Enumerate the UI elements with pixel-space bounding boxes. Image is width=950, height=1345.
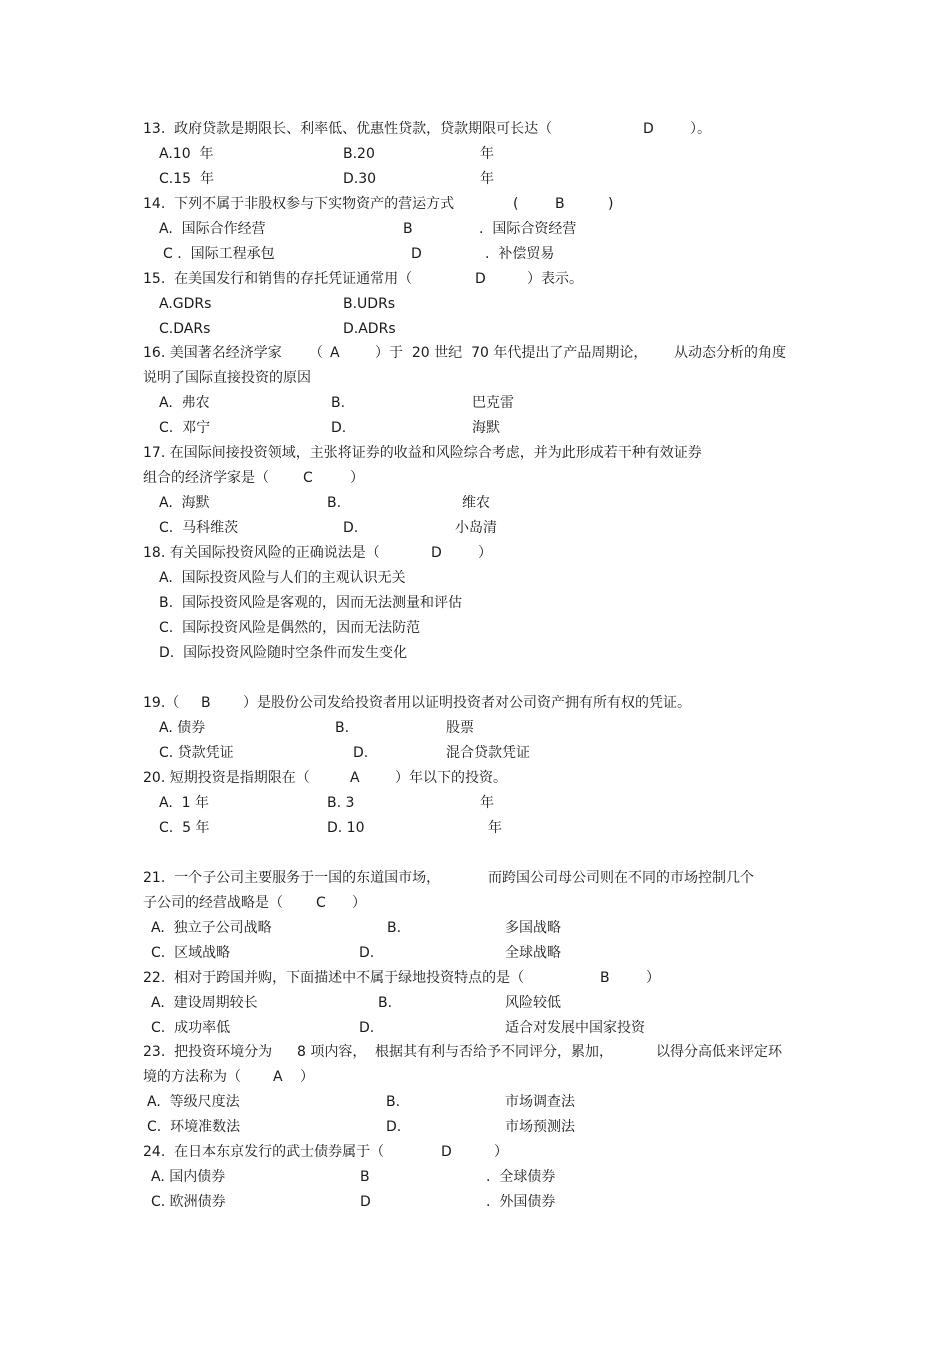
q19-end: ）是股份公司发给投资者用以证明投资者对公司资产拥有所有权的凭证。 [243,695,691,711]
q13-option-d-tail: 年 [480,171,494,187]
q19-answer: B [201,695,211,711]
q16-stem-2: 说明了国际直接投资的原因 [143,370,311,386]
q23-stem: 23. 把投资环境分为 [143,1044,273,1060]
q14-option-b: B [403,221,413,237]
q21-option-b: B. [387,920,402,936]
q14-close: ) [608,196,614,212]
q17-option-d-tail: 小岛清 [455,520,497,536]
q21-end: ） [352,895,366,911]
q18-option-d: D. 国际投资风险随时空条件而发生变化 [159,645,408,661]
q20-option-d: D. 10 [327,820,365,836]
q22-option-b-tail: 风险较低 [505,995,561,1011]
q16-option-d-tail: 海默 [472,420,500,436]
q24-option-b: B [360,1169,370,1185]
q20-option-a: A. 1 年 [159,795,210,811]
q19-open: 19.（ [143,695,180,711]
q23-end: ） [300,1069,314,1085]
q17-end: ） [350,470,364,486]
q23-answer: A [273,1069,283,1085]
q23-mid: 8 项内容， [297,1044,367,1060]
q20-option-c: C. 5 年 [159,820,210,836]
q19-option-d-tail: 混合贷款凭证 [446,745,530,761]
q14-stem: 14. 下列不属于非股权参与下实物资产的营运方式 [143,196,455,212]
q20-option-b-tail: 年 [480,795,494,811]
q17-stem: 17. 在国际间接投资领域，主张将证券的收益和风险综合考虑，并为此形成若干种有效证券 [143,445,702,461]
q17-option-d: D. [343,520,359,536]
q23-option-d-tail: 市场预测法 [505,1119,575,1135]
q22-stem: 22. 相对于跨国并购，下面描述中不属于绿地投资特点的是（ [143,970,525,986]
q23-option-b: B. [386,1094,401,1110]
q18-option-a: A. 国际投资风险与人们的主观认识无关 [159,570,406,586]
q19-option-d: D. [353,745,369,761]
q14-option-d-tail: . 补偿贸易 [485,246,555,262]
q17-answer: C [303,470,313,486]
q23-option-a: A. 等级尺度法 [147,1094,240,1110]
q16-option-a: A. 弗农 [159,395,210,411]
q21-option-c: C. 区域战略 [151,945,231,961]
q18-option-c: C. 国际投资风险是偶然的，因而无法防范 [159,620,421,636]
q14-open: ( [513,196,519,212]
q16-tail: 从动态分析的角度 [674,345,786,361]
q22-end: ） [646,970,660,986]
q17-stem-2: 组合的经济学家是（ [143,470,269,486]
q13-option-a: A.10 年 [159,146,214,162]
q13-answer: D [643,121,654,137]
q16-answer: A [330,345,340,361]
q22-option-a: A. 建设周期较长 [151,995,258,1011]
q14-option-c: C . 国际工程承包 [163,246,275,262]
q16-option-b-tail: 巴克雷 [472,395,514,411]
q20-end: ）年以下的投资。 [395,770,507,786]
q16-mid: ）于 20 世纪 70 年代提出了产品周期论， [375,345,648,361]
q21-stem: 21. 一个子公司主要服务于一国的东道国市场， [143,870,441,886]
q19-option-a: A. 债券 [159,720,206,736]
q22-answer: B [600,970,610,986]
q15-option-a: A.GDRs [159,296,212,312]
q18-end: ） [478,545,492,561]
q24-option-d: D [360,1194,371,1210]
q13-stem: 13. 政府贷款是期限长、利率低、优惠性贷款，贷款期限可长达（ [143,121,553,137]
q14-option-a: A. 国际合作经营 [159,221,266,237]
q21-option-b-tail: 多国战略 [505,920,561,936]
q19-option-b-tail: 股票 [446,720,474,736]
q24-option-c: C. 欧洲债券 [151,1194,226,1210]
q21-option-a: A. 独立子公司战略 [151,920,272,936]
q17-option-c: C. 马科维茨 [159,520,239,536]
q20-stem: 20. 短期投资是指期限在（ [143,770,310,786]
q21-answer: C [316,895,326,911]
q13-option-b: B.20 [343,146,375,162]
q23-option-b-tail: 市场调查法 [505,1094,575,1110]
q24-option-a: A. 国内债券 [151,1169,226,1185]
q19-option-c: C. 贷款凭证 [159,745,234,761]
q20-option-b: B. 3 [327,795,355,811]
q16-option-d: D. [331,420,347,436]
q15-end: ）表示。 [527,271,583,287]
q23-mid-2: 根据其有利与否给予不同评分，累加， [375,1044,613,1060]
q15-option-b: B.UDRs [343,296,396,312]
q13-option-d: D.30 [343,171,377,187]
q21-tail: 而跨国公司母公司则在不同的市场控制几个 [488,870,754,886]
q15-stem: 15. 在美国发行和销售的存托凭证通常用（ [143,271,413,287]
q19-option-b: B. [335,720,350,736]
q14-answer: B [555,196,565,212]
q13-option-c: C.15 年 [159,171,214,187]
q22-option-c: C. 成功率低 [151,1020,231,1036]
q16-option-c: C. 邓宁 [159,420,211,436]
q18-answer: D [431,545,442,561]
q18-stem: 18. 有关国际投资风险的正确说法是（ [143,545,380,561]
q15-option-c: C.DARs [159,321,211,337]
q16-option-b: B. [331,395,346,411]
q15-answer: D [475,271,486,287]
q23-stem-2: 境的方法称为（ [143,1069,241,1085]
q17-option-b: B. [327,495,342,511]
q24-option-b-tail: . 全球债券 [486,1169,556,1185]
q20-answer: A [350,770,360,786]
q17-option-a: A. 海默 [159,495,210,511]
q21-option-d: D. [359,945,375,961]
q20-option-d-tail: 年 [488,820,502,836]
q24-option-d-tail: . 外国债券 [486,1194,556,1210]
q22-option-b: B. [378,995,393,1011]
q16-open: （ [309,345,323,361]
q23-tail: 以得分高低来评定环 [656,1044,782,1060]
q21-option-d-tail: 全球战略 [505,945,561,961]
q23-option-c: C. 环境准数法 [147,1119,241,1135]
q21-stem-2: 子公司的经营战略是（ [143,895,283,911]
q13-option-b-tail: 年 [480,146,494,162]
q16-stem: 16. 美国著名经济学家 [143,345,282,361]
q14-option-b-tail: . 国际合资经营 [479,221,577,237]
q24-end: ） [494,1144,508,1160]
q23-option-d: D. [386,1119,402,1135]
q24-answer: D [441,1144,452,1160]
q14-option-d: D [411,246,422,262]
q15-option-d: D.ADRs [343,321,396,337]
q13-end: ）。 [690,121,711,137]
q22-option-d-tail: 适合对发展中国家投资 [505,1020,645,1036]
q22-option-d: D. [359,1020,375,1036]
q17-option-b-tail: 维农 [462,495,490,511]
q24-stem: 24. 在日本东京发行的武士债券属于（ [143,1144,385,1160]
q18-option-b: B. 国际投资风险是客观的，因而无法测量和评估 [159,595,462,611]
